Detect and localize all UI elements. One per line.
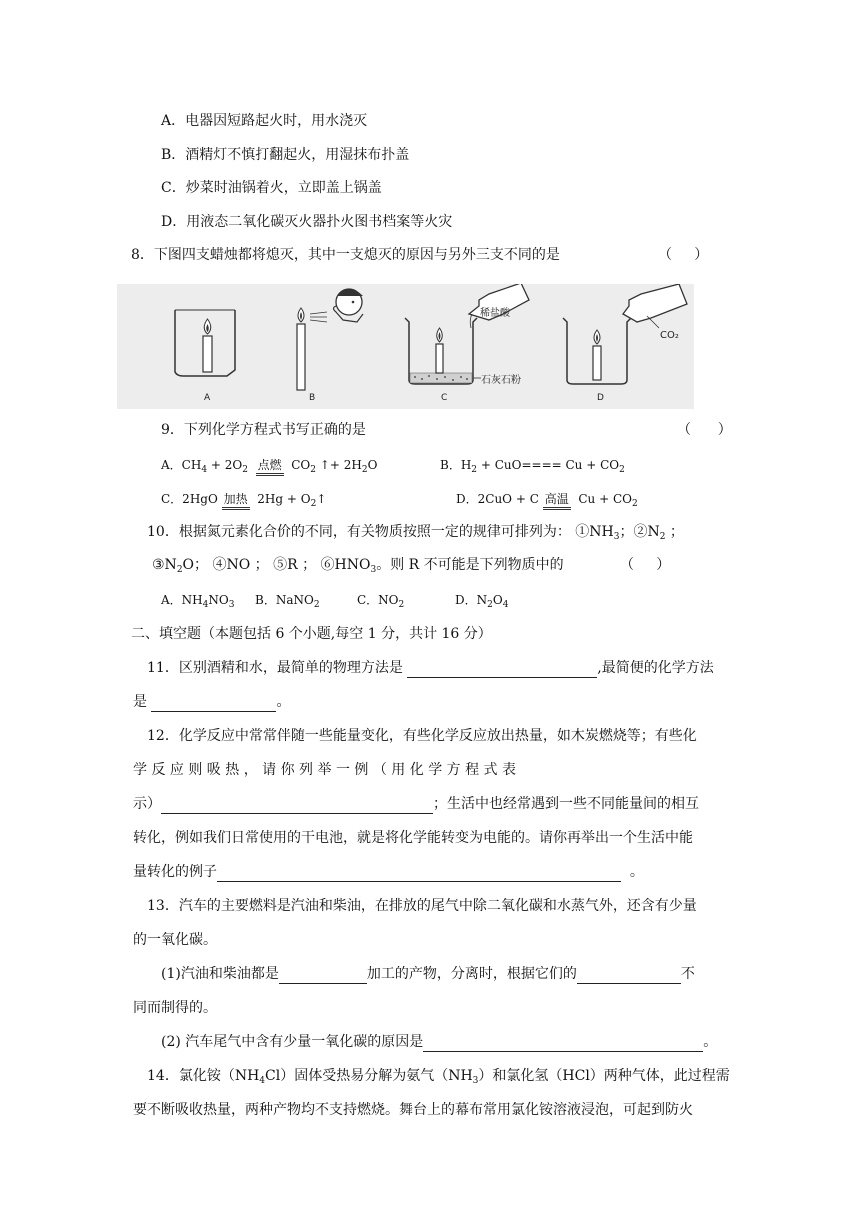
figure-label-a: A xyxy=(204,393,211,403)
q10-option-b: B．NaNO$_2$ xyxy=(255,593,320,610)
q12-line5: 量转化的例子 。 xyxy=(133,864,644,880)
q7-option-c: C．炒菜时油锅着火，立即盖上锅盖 xyxy=(161,180,382,196)
q10-option-d: D．$N_2O_4$ xyxy=(455,593,509,610)
section2-heading: 二、填空题（本题包括 6 个小题,每空 1 分，共计 16 分） xyxy=(131,626,492,642)
figure-label-c: C xyxy=(441,393,448,403)
q9-stem: 9．下列化学方程式书写正确的是 xyxy=(161,422,366,438)
q10-option-c: C．$NO_2$ xyxy=(357,593,405,610)
figure-d-beaker-co2 xyxy=(563,284,687,384)
q12-line3: 示） ；生活中也经常遇到一些不同能量间的相互 xyxy=(133,796,699,812)
candles-figure-svg xyxy=(117,284,694,409)
q11-line1: 11．区别酒精和水，最简单的物理方法是 ,最简便的化学方法 xyxy=(147,660,714,676)
q10-answer-paren: （ ） xyxy=(620,557,671,573)
figure-label-b: B xyxy=(309,393,316,403)
q9-d-condition: 高温 xyxy=(543,489,571,509)
figure-a-cup-candle xyxy=(175,310,235,376)
q7-option-b: B．酒精灯不慎打翻起火，用湿抹布扑盖 xyxy=(161,147,410,163)
q9-a-condition: 点燃 xyxy=(256,455,284,475)
label-co2: CO₂ xyxy=(660,330,679,341)
q9-option-b: B．$H_2 + CuO==== Cu + CO_2$ xyxy=(440,458,625,475)
q12-line2: 学 反 应 则 吸 热 ， 请 你 列 举 一 例 （ 用 化 学 方 程 式 表 xyxy=(133,762,517,778)
q13-line1: 13．汽车的主要燃料是汽油和柴油，在排放的尾气中除二氧化碳和水蒸气外，还含有少量 xyxy=(147,898,697,914)
q13-line2: 的一氧化碳。 xyxy=(133,932,217,948)
q13-part1: (1)汽油和柴油都是 加工的产物，分离时，根据它们的 不 xyxy=(161,966,695,982)
label-dilute-hcl: 稀盐酸 xyxy=(480,308,510,319)
q10-line1: 10．根据氮元素化合价的不同，有关物质按照一定的规律可排列为： $①NH_3$；$②N_2$ ； xyxy=(147,524,684,542)
candles-figure xyxy=(117,284,694,409)
q11-blank-1[interactable] xyxy=(407,661,597,678)
q11-line2: 是 。 xyxy=(133,694,291,710)
q8-stem: 8．下图四支蜡烛都将熄灭，其中一支熄灭的原因与另外三支不同的是 xyxy=(131,247,560,263)
q9-option-a: A．$CH_4 + 2O_2$ 点燃 $CO_2$ ↑+ $2H_2O$ xyxy=(161,455,377,480)
q14-line2: 要不断吸收热量，两种产物均不支持燃烧。舞台上的幕布常用氯化铵溶液浸泡，可起到防火 xyxy=(133,1102,693,1118)
q9-c-condition: 加热 xyxy=(222,489,250,509)
q8-answer-paren: （ ） xyxy=(658,247,709,263)
q7-option-d: D．用液态二氧化碳灭火器扑火图书档案等火灾 xyxy=(161,214,453,230)
q7-option-a: A．电器因短路起火时，用水浇灭 xyxy=(161,113,368,129)
q10-option-a: A．$NH_4NO_3$ xyxy=(161,593,235,610)
q13-blank-3[interactable] xyxy=(423,1035,703,1052)
q12-line4: 转化，例如我们日常使用的干电池，就是将化学能转变为电能的。请你再举出一个生活中能 xyxy=(133,830,693,846)
q12-blank-2[interactable] xyxy=(217,865,621,882)
q12-line1: 12．化学反应中常常伴随一些能量变化，有些化学反应放出热量，如木炭燃烧等；有些化 xyxy=(147,728,697,744)
q9-option-c: C．2HgO 加热 $2Hg + O_2↑$ xyxy=(161,489,326,514)
figure-label-d: D xyxy=(597,393,604,403)
label-limestone-powder: 石灰石粉 xyxy=(481,375,521,386)
q9-option-d: D．2CuO + C 高温 $Cu + CO_2$ xyxy=(456,489,638,514)
q13-blank-1[interactable] xyxy=(279,967,367,984)
figure-c-beaker-hcl xyxy=(405,284,529,386)
q13-blank-2[interactable] xyxy=(577,967,681,984)
q12-blank-1[interactable] xyxy=(161,797,433,814)
figure-b-blowing-candle xyxy=(297,289,363,390)
q13-part1-line2: 同而制得的。 xyxy=(133,1000,217,1016)
q11-blank-2[interactable] xyxy=(151,695,276,712)
q14-line1: 14．氯化铵$(NH_4Cl)$固体受热易分解为氨气$(NH_3)$和氯化氢（HCl）两种气体，此过程需 xyxy=(147,1068,730,1086)
q9-answer-paren: （ ） xyxy=(677,422,732,438)
q10-line2: $③N_2O$； ④NO ； ⑤R ； $⑥HNO_3$。则 R 不可能是下列物质中的 xyxy=(152,557,564,575)
q13-part2: (2) 汽车尾气中含有少量一氧化碳的原因是 。 xyxy=(161,1034,718,1050)
